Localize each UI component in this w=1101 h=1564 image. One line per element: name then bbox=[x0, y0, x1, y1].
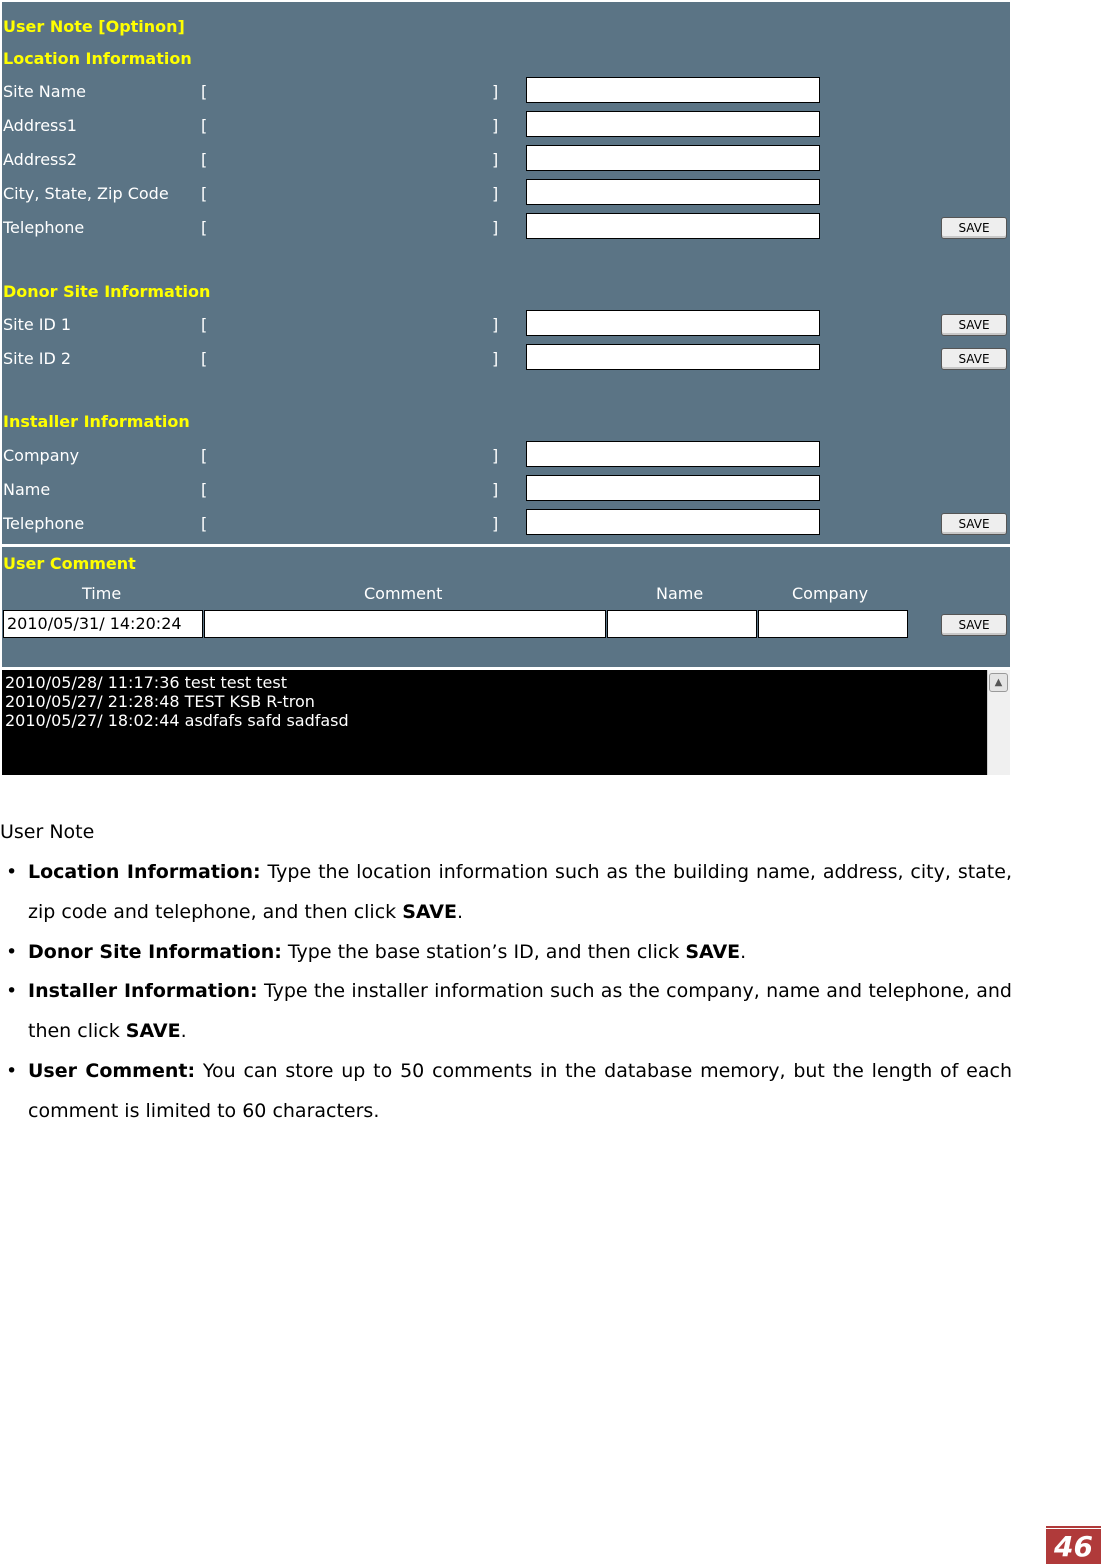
bullet-save: SAVE bbox=[402, 901, 457, 923]
bracket-open: [ bbox=[201, 184, 208, 203]
user-comment-panel bbox=[2, 547, 1010, 667]
address1-label: Address1 bbox=[3, 116, 77, 135]
bracket-close: ] bbox=[492, 150, 499, 169]
bracket-close: ] bbox=[492, 315, 499, 334]
bullet-installer bbox=[6, 971, 1012, 1051]
bullet-user-comment bbox=[6, 1051, 1012, 1131]
bracket-close: ] bbox=[492, 116, 499, 135]
page-number: 46 bbox=[1046, 1529, 1101, 1564]
log-entry: 2010/05/27/ 21:28:48 TEST KSB R-tron bbox=[5, 692, 315, 711]
comment-text-input[interactable] bbox=[204, 610, 606, 638]
doc-title: User Note bbox=[0, 821, 95, 843]
site-name-input[interactable] bbox=[526, 77, 820, 103]
comment-time-input[interactable]: 2010/05/31/ 14:20:24 bbox=[3, 610, 203, 638]
bullet-term: Donor Site Information: bbox=[28, 941, 282, 963]
site-name-label: Site Name bbox=[3, 82, 87, 101]
address2-label: Address2 bbox=[3, 150, 77, 169]
bracket-close: ] bbox=[492, 218, 499, 237]
column-time: Time bbox=[82, 584, 122, 603]
bracket-open: [ bbox=[201, 514, 208, 533]
bullet-icon: • bbox=[6, 1060, 18, 1082]
user-comment-heading: User Comment bbox=[3, 554, 136, 573]
column-company: Company bbox=[792, 584, 869, 603]
name-input[interactable] bbox=[526, 475, 820, 501]
bracket-close: ] bbox=[492, 446, 499, 465]
location-telephone-label: Telephone bbox=[3, 218, 85, 237]
location-save-button[interactable]: SAVE bbox=[941, 217, 1007, 239]
name-label: Name bbox=[3, 480, 51, 499]
bullet-text: Type the location information such as the building name, address, city, state, zip code and telephone, and then click bbox=[28, 861, 1012, 923]
bullet-location bbox=[6, 852, 1012, 932]
bullet-end: . bbox=[456, 901, 464, 923]
address1-input[interactable] bbox=[526, 111, 820, 137]
address2-input[interactable] bbox=[526, 145, 820, 171]
page-number-bar bbox=[1046, 1526, 1101, 1528]
bullet-icon: • bbox=[6, 980, 18, 1002]
bullet-icon: • bbox=[6, 941, 18, 963]
site-id2-label: Site ID 2 bbox=[3, 349, 72, 368]
installer-telephone-input[interactable] bbox=[526, 509, 820, 535]
bracket-open: [ bbox=[201, 116, 208, 135]
bullet-icon: • bbox=[6, 861, 18, 883]
bracket-close: ] bbox=[492, 514, 499, 533]
comment-name-input[interactable] bbox=[607, 610, 757, 638]
site-id2-input[interactable] bbox=[526, 344, 820, 370]
bracket-open: [ bbox=[201, 218, 208, 237]
city-state-zip-input[interactable] bbox=[526, 179, 820, 205]
bullet-save: SAVE bbox=[685, 941, 741, 963]
location-telephone-input[interactable] bbox=[526, 213, 820, 239]
comment-company-input[interactable] bbox=[758, 610, 908, 638]
user-note-panel bbox=[2, 2, 1010, 544]
bullet-text: You can store up to 50 comments in the database memory, but the length of each comment is limited to 60 characters. bbox=[28, 1060, 1012, 1122]
bracket-close: ] bbox=[492, 184, 499, 203]
bullet-save: SAVE bbox=[125, 1020, 181, 1042]
bracket-open: [ bbox=[201, 150, 208, 169]
location-heading: Location Information bbox=[3, 49, 192, 68]
column-comment: Comment bbox=[364, 584, 443, 603]
bullet-end: . bbox=[740, 941, 747, 963]
log-entry: 2010/05/27/ 18:02:44 asdfafs safd sadfasd bbox=[5, 711, 349, 730]
comment-save-button[interactable]: SAVE bbox=[941, 614, 1007, 636]
bullet-term: Installer Information: bbox=[28, 980, 258, 1002]
bracket-open: [ bbox=[201, 315, 208, 334]
company-label: Company bbox=[3, 446, 80, 465]
bracket-open: [ bbox=[201, 82, 208, 101]
site-id1-save-button[interactable]: SAVE bbox=[941, 314, 1007, 336]
bullet-end: . bbox=[180, 1020, 187, 1042]
column-name: Name bbox=[656, 584, 704, 603]
bracket-open: [ bbox=[201, 349, 208, 368]
bullet-donor bbox=[6, 932, 1012, 972]
bracket-close: ] bbox=[492, 82, 499, 101]
site-id1-label: Site ID 1 bbox=[3, 315, 72, 334]
bullet-text: Type the installer information such as the company, name and telephone, and then click bbox=[28, 980, 1012, 1042]
bracket-open: [ bbox=[201, 446, 208, 465]
installer-save-button[interactable]: SAVE bbox=[941, 513, 1007, 535]
company-input[interactable] bbox=[526, 441, 820, 467]
bracket-open: [ bbox=[201, 480, 208, 499]
bracket-close: ] bbox=[492, 349, 499, 368]
panel-title: User Note [Optinon] bbox=[3, 17, 185, 36]
bracket-close: ] bbox=[492, 480, 499, 499]
donor-heading: Donor Site Information bbox=[3, 282, 211, 301]
site-id2-save-button[interactable]: SAVE bbox=[941, 348, 1007, 370]
bullet-term: User Comment: bbox=[28, 1060, 196, 1082]
log-entry: 2010/05/28/ 11:17:36 test test test bbox=[5, 673, 287, 692]
installer-telephone-label: Telephone bbox=[3, 514, 85, 533]
bullet-text: Type the base station’s ID, and then click bbox=[281, 941, 686, 963]
comment-log[interactable] bbox=[2, 670, 987, 775]
city-state-zip-label: City, State, Zip Code bbox=[3, 184, 169, 203]
scroll-up-icon[interactable]: ▲ bbox=[989, 673, 1008, 692]
bullet-term: Location Information: bbox=[28, 861, 261, 883]
site-id1-input[interactable] bbox=[526, 310, 820, 336]
installer-heading: Installer Information bbox=[3, 412, 190, 431]
